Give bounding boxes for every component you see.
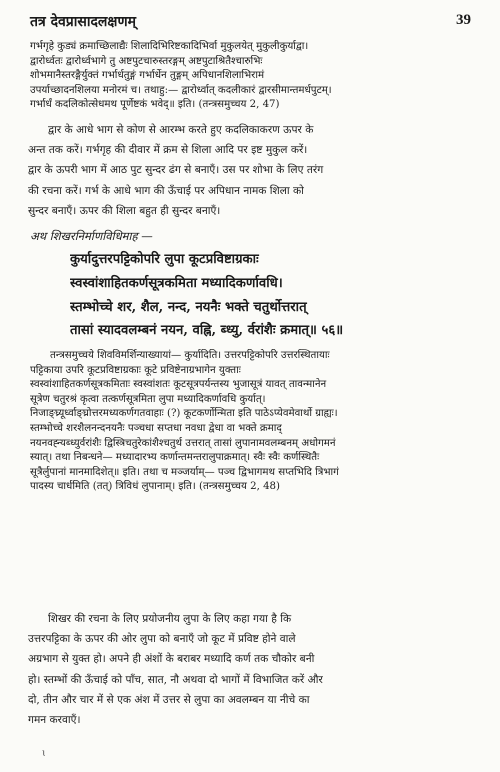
text-line: अन्त तक करें। गर्भगृह की दीवार में क्रम से शिला आदि पर इष्ट मुकुल करें। [28,144,308,157]
sanskrit-paragraph-1 [30,40,476,113]
section-heading: अथ शिखरनिर्माणविधिमाह — [30,229,153,243]
text-line: अग्रभाग से युक्त हो। अपने ही अंशों के बराबर मध्यादि कर्ण तक चौकोर बनी [28,653,315,666]
text-line: स्यात्। तथा निबन्धने— मध्यादारभ्य कर्णान्तमन्तरालुपाक्रमात्। स्वैः स्वैः कर्णस्थितैः [30,452,320,464]
text-line: स्वस्वांशाहितकर्णसूत्रकमिताः स्वस्वांशतः कूटसूत्रपर्यन्तस्य भुजासूत्रं यावत् तावन्मानेन [30,379,327,391]
text-line: शिखर की रचना के लिए प्रयोजनीय लुपा के लिए कहा गया है कि [48,613,292,625]
text-line: की रचना करें। गर्भ के आधे भाग की ऊँचाई पर अपिधान नामक शिला को [28,184,304,197]
text-line: गमन करवाएँ। [28,714,81,727]
running-header-title: तत्र देवप्रासादलक्षणम् [30,14,136,30]
text-line: उत्तरपट्टिका के ऊपर की ओर लुपा को बनाएँ जो कूट में प्रविष्ट होने वाले [28,633,296,646]
text-line: द्वार के ऊपरी भाग में आठ पुट सुन्दर ढंग से बनाएँ। उस पर शोभा के लिए तरंग [28,164,324,177]
hindi-paragraph-1 [28,120,476,221]
text-line: स्तम्भोच्चे शरशैलनन्दनयनैः पञ्चधा सप्तधा नवधा द्वेधा वा भक्ते क्रमाद् [30,422,282,434]
text-line: सूत्रेण चतुरश्रं कृत्वा तत्कर्णसूत्रमिता लुपा मध्यादिकर्णावधि कुर्यात्। [30,393,266,405]
verse-line: तासां स्यादवलम्बनं नयन, वह्नि, ब्ध्यु, र्वरांशैः क्रमात्॥ ५६॥ [70,323,344,339]
text-line: सूत्रैर्लुपानां मानमादिशेत्॥ इति। तथा च मञ्जर्याम्— पञ्च द्विभागमथ सप्तभिदि त्रिभागं [30,466,339,478]
text-line: गर्भगृहे कुड्यं क्रमाच्छिलाद्यैः शिलादिभिरिष्टकादिभिर्वा मुकुलयेत् मुकुलीकुर्याद्वा। [30,41,309,52]
verse-line: स्वस्वांशाहितकर्णसूत्रकमिता मध्यादिकर्णावधि। [70,275,283,291]
text-line: उपर्याच्छादनशिलया मनोरमं च। तथाहु:— द्वारोर्ध्वात् कदलीकारं द्वारसीमान्तमर्धपुटम्। [30,84,332,96]
verse-line: स्तम्भोच्चे शर, शैल, नन्द, नयनैः भक्ते चतुर्थोत्तरात् [70,299,307,315]
verse-block [70,248,480,343]
text-line: दो, तीन और चार में से एक अंश में उत्तर से लुपा का अवलम्बन या नीचे का [28,693,310,706]
text-line: हो। स्तम्भों की ऊँचाई को पाँच, सात, नौ अथवा दो भागों में विभाजित करें और [28,673,323,686]
text-line: तन्त्रसमुच्चये शिवविमर्शिन्याख्यायां— कुर्यादिति। उत्तरपट्टिकोपरि उत्तरस्थितायाः [50,350,330,361]
text-line: सुन्दर बनाएँ। ऊपर की शिला बहुत ही सुन्दर बनाएँ। [28,204,221,217]
page-number: 39 [456,12,471,28]
hindi-paragraph-2 [28,609,476,730]
commentary-block [30,349,476,495]
text-line: गर्भार्धं कदलिकोत्सेधमथ पूर्णेष्टकं भवेद्॥ इति। (तन्त्रसमुच्चय 2, 47) [30,99,280,111]
text-line: निजाङ्घ्र्यूर्ध्वाङ्घ्रोत्तरमध्यकर्णगतवाहाः (?) कूटकर्णोन्मिता इति पाठेऽप्येवमेवार्थो ग्राह्यः। [30,408,338,420]
text-line: द्वारोर्ध्वतः द्वारोर्ध्वभागे तु अष्टपुटचारुस्तरङ्गम् अष्टपुटाश्रितैश्चारुभिः [30,55,263,67]
verse-line: कुर्यादुत्तरपट्टिकोपरि लुपा कूटप्रविष्टाग्रकाः [70,252,259,267]
text-line: नयनवह्न्यब्ध्युर्वरांशैः द्विस्त्रिचतुरेकांशैश्चतुर्थ उत्तरात् तासां लुपानामवलम्बनम् अधोगमनं [30,437,336,449]
text-line: द्वार के आधे भाग से कोण से आरम्भ करते हुए कदलिकाकरण ऊपर के [48,124,314,136]
text-line: पट्टिकाया उपरि कूटप्रविष्टाग्रकाः कूटे प्रविष्टेनाग्रभागेन युक्ताः [30,364,241,376]
text-line: पादस्य चार्धमिति (तत्) त्रिविधं लुपानाम्। इति। (तन्त्रसमुच्चय 2, 48) [30,481,281,493]
text-line: शोभमानैस्तरङ्गैर्युक्तं गर्भार्धतुङ्गं गर्भार्धेन तुङ्गम् अपिधानशिलाभिरामं [30,70,265,82]
margin-mark: ɩ [42,748,46,759]
